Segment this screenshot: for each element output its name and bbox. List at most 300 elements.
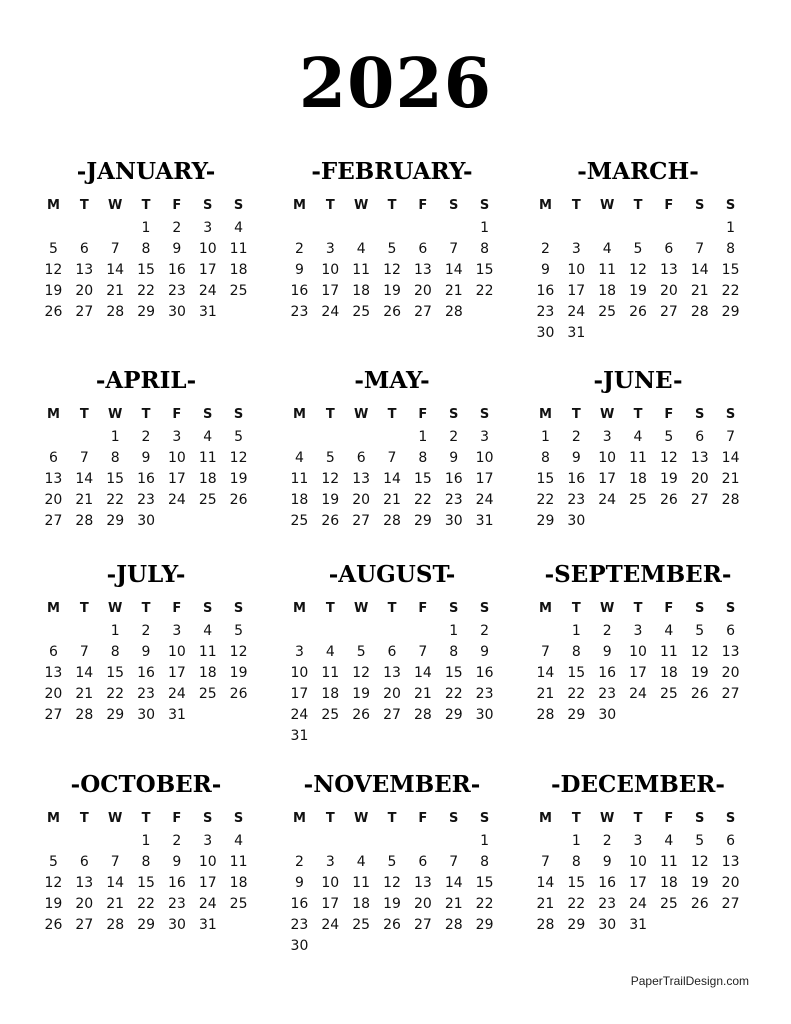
weekday-label: F bbox=[664, 198, 674, 213]
day-cell: 7 bbox=[695, 241, 705, 257]
weekday-label: T bbox=[387, 198, 397, 213]
day-cell: 11 bbox=[198, 450, 217, 466]
weekday-label: F bbox=[418, 601, 428, 616]
day-cell: 4 bbox=[294, 450, 304, 466]
weekday-label: T bbox=[79, 198, 89, 213]
week-row bbox=[530, 511, 746, 532]
day-cell: 21 bbox=[536, 686, 555, 702]
day-cell: 9 bbox=[294, 875, 304, 891]
week-row bbox=[284, 642, 500, 663]
weekday-label: F bbox=[418, 811, 428, 826]
day-cell: 27 bbox=[721, 686, 740, 702]
day-cell: 24 bbox=[167, 492, 186, 508]
day-cell: 17 bbox=[321, 283, 340, 299]
weekday-label: S bbox=[203, 601, 213, 616]
month-name: -MAY- bbox=[354, 367, 430, 394]
day-cell: 7 bbox=[540, 644, 550, 660]
day-cell: 13 bbox=[75, 262, 94, 278]
weekday-label: S bbox=[449, 198, 459, 213]
day-cell: 1 bbox=[480, 833, 490, 849]
weekday-label: M bbox=[292, 811, 306, 826]
day-cell: 21 bbox=[383, 492, 401, 508]
day-cell: 19 bbox=[229, 665, 248, 681]
week-row bbox=[284, 490, 500, 511]
day-cell: 28 bbox=[106, 304, 125, 320]
weekday-label: W bbox=[599, 811, 615, 826]
weekday-label: S bbox=[695, 811, 705, 826]
day-cell: 3 bbox=[571, 241, 581, 257]
weekday-label: M bbox=[292, 601, 306, 616]
day-cell: 19 bbox=[659, 471, 678, 487]
day-cell: 10 bbox=[290, 665, 309, 681]
day-cell: 30 bbox=[290, 938, 309, 954]
day-cell: 25 bbox=[198, 492, 217, 508]
week-row bbox=[38, 642, 254, 663]
day-cell: 11 bbox=[321, 665, 340, 681]
week-row bbox=[530, 684, 746, 705]
weekday-label: S bbox=[449, 601, 459, 616]
weekday-label: M bbox=[538, 811, 552, 826]
day-cell: 10 bbox=[321, 875, 340, 891]
day-cell: 3 bbox=[203, 220, 213, 236]
day-cell: 15 bbox=[137, 875, 155, 891]
day-cell: 18 bbox=[198, 471, 217, 487]
month-name: -AUGUST- bbox=[328, 561, 456, 588]
day-cell: 12 bbox=[690, 644, 709, 660]
day-cell: 29 bbox=[567, 917, 586, 933]
weekday-label: S bbox=[233, 198, 244, 213]
week-row bbox=[284, 621, 500, 642]
day-cell: 16 bbox=[567, 471, 586, 487]
day-cell: 2 bbox=[294, 854, 304, 870]
day-cell: 26 bbox=[629, 304, 647, 320]
day-cell: 24 bbox=[321, 304, 340, 320]
empty-cell bbox=[346, 427, 377, 448]
day-cell: 29 bbox=[413, 513, 432, 529]
week-row bbox=[530, 852, 746, 873]
day-cell: 21 bbox=[75, 492, 94, 508]
week-row bbox=[284, 873, 500, 894]
month-december bbox=[530, 771, 746, 936]
day-cell: 5 bbox=[664, 429, 674, 445]
weekday-label: F bbox=[664, 601, 674, 616]
weekday-label: W bbox=[353, 407, 369, 422]
weekday-label: M bbox=[538, 407, 552, 422]
day-cell: 10 bbox=[167, 450, 186, 466]
day-cell: 4 bbox=[633, 429, 643, 445]
day-cell: 4 bbox=[234, 833, 244, 849]
day-cell: 22 bbox=[137, 896, 155, 912]
day-cell: 18 bbox=[352, 896, 371, 912]
day-cell: 14 bbox=[536, 665, 555, 681]
day-cell: 26 bbox=[229, 492, 248, 508]
day-cell: 3 bbox=[203, 833, 213, 849]
weekday-label: T bbox=[633, 407, 643, 422]
day-cell: 2 bbox=[141, 429, 151, 445]
day-cell: 15 bbox=[475, 875, 494, 891]
day-cell: 27 bbox=[414, 304, 432, 320]
day-cell: 7 bbox=[110, 241, 120, 257]
day-cell: 18 bbox=[290, 492, 309, 508]
day-cell: 10 bbox=[629, 644, 647, 660]
day-cell: 19 bbox=[690, 665, 709, 681]
empty-cell bbox=[315, 831, 346, 852]
day-cell: 18 bbox=[629, 471, 647, 487]
day-cell: 25 bbox=[229, 283, 248, 299]
day-cell: 11 bbox=[229, 241, 248, 257]
week-row bbox=[284, 936, 500, 957]
day-cell: 12 bbox=[659, 450, 678, 466]
day-cell: 10 bbox=[598, 450, 617, 466]
day-cell: 22 bbox=[567, 896, 586, 912]
weekday-label: S bbox=[449, 407, 459, 422]
day-cell: 25 bbox=[321, 707, 340, 723]
day-cell: 12 bbox=[321, 471, 340, 487]
day-cell: 1 bbox=[571, 623, 581, 639]
day-cell: 4 bbox=[203, 623, 213, 639]
day-cell: 21 bbox=[721, 471, 740, 487]
day-cell: 17 bbox=[629, 875, 647, 891]
day-cell: 12 bbox=[383, 875, 401, 891]
day-cell: 18 bbox=[229, 262, 248, 278]
weekday-label: S bbox=[203, 198, 213, 213]
day-cell: 23 bbox=[598, 686, 617, 702]
day-cell: 26 bbox=[229, 686, 248, 702]
weekday-label: T bbox=[141, 198, 151, 213]
weekday-label: S bbox=[695, 198, 705, 213]
empty-cell bbox=[69, 621, 100, 642]
week-row bbox=[38, 621, 254, 642]
day-cell: 22 bbox=[536, 492, 555, 508]
month-name: -MARCH- bbox=[577, 158, 699, 185]
day-cell: 24 bbox=[475, 492, 494, 508]
weekday-label: S bbox=[479, 407, 490, 422]
day-cell: 14 bbox=[690, 262, 709, 278]
day-cell: 21 bbox=[690, 283, 709, 299]
day-cell: 6 bbox=[48, 450, 58, 466]
weekday-header bbox=[530, 403, 746, 427]
day-cell: 22 bbox=[475, 283, 494, 299]
day-cell: 6 bbox=[664, 241, 674, 257]
weekday-label: T bbox=[79, 601, 89, 616]
day-cell: 23 bbox=[137, 686, 155, 702]
day-cell: 4 bbox=[356, 241, 366, 257]
day-cell: 29 bbox=[536, 513, 555, 529]
day-cell: 16 bbox=[137, 665, 155, 681]
day-cell: 30 bbox=[444, 513, 463, 529]
week-row bbox=[284, 831, 500, 852]
day-cell: 27 bbox=[75, 304, 94, 320]
week-row bbox=[530, 705, 746, 726]
day-cell: 22 bbox=[721, 283, 740, 299]
day-cell: 29 bbox=[444, 707, 463, 723]
day-cell: 17 bbox=[629, 665, 647, 681]
empty-cell bbox=[315, 427, 346, 448]
week-row bbox=[530, 915, 746, 936]
weekday-label: T bbox=[571, 811, 581, 826]
day-cell: 4 bbox=[356, 854, 366, 870]
day-cell: 27 bbox=[659, 304, 678, 320]
day-cell: 8 bbox=[449, 644, 459, 660]
weekday-label: S bbox=[695, 601, 705, 616]
weekday-label: T bbox=[633, 198, 643, 213]
day-cell: 31 bbox=[567, 325, 586, 341]
day-cell: 2 bbox=[172, 833, 182, 849]
day-cell: 10 bbox=[198, 241, 217, 257]
day-cell: 21 bbox=[106, 283, 125, 299]
day-cell: 29 bbox=[137, 917, 156, 933]
day-cell: 7 bbox=[540, 854, 550, 870]
month-name: -OCTOBER- bbox=[70, 771, 222, 798]
day-cell: 25 bbox=[629, 492, 647, 508]
weekday-label: S bbox=[725, 601, 736, 616]
day-cell: 9 bbox=[602, 854, 612, 870]
day-cell: 26 bbox=[690, 686, 709, 702]
weekday-label: F bbox=[418, 198, 428, 213]
day-cell: 23 bbox=[290, 917, 309, 933]
weekday-label: T bbox=[387, 811, 397, 826]
week-row bbox=[284, 894, 500, 915]
weekday-label: S bbox=[725, 407, 736, 422]
day-cell: 30 bbox=[598, 707, 617, 723]
day-cell: 24 bbox=[629, 896, 647, 912]
weekday-header bbox=[284, 807, 500, 831]
week-row bbox=[530, 469, 746, 490]
day-cell: 16 bbox=[475, 665, 494, 681]
week-row bbox=[284, 915, 500, 936]
day-cell: 24 bbox=[198, 896, 217, 912]
day-cell: 17 bbox=[321, 896, 340, 912]
day-cell: 9 bbox=[540, 262, 550, 278]
month-november bbox=[284, 771, 500, 957]
day-cell: 5 bbox=[633, 241, 643, 257]
day-cell: 16 bbox=[598, 665, 617, 681]
weekday-label: F bbox=[172, 198, 182, 213]
weekday-label: F bbox=[172, 407, 182, 422]
week-row bbox=[284, 239, 500, 260]
day-cell: 20 bbox=[44, 686, 63, 702]
empty-cell bbox=[315, 218, 346, 239]
day-cell: 19 bbox=[383, 283, 401, 299]
day-cell: 18 bbox=[659, 875, 678, 891]
empty-cell bbox=[284, 621, 315, 642]
day-cell: 26 bbox=[383, 917, 401, 933]
day-cell: 18 bbox=[352, 283, 371, 299]
weekday-label: F bbox=[172, 601, 182, 616]
day-cell: 20 bbox=[352, 492, 371, 508]
weekday-label: M bbox=[46, 811, 60, 826]
month-name: -FEBRUARY- bbox=[311, 158, 473, 185]
weekday-label: W bbox=[107, 198, 123, 213]
day-cell: 6 bbox=[726, 623, 736, 639]
day-cell: 20 bbox=[75, 283, 94, 299]
day-cell: 28 bbox=[536, 707, 555, 723]
day-cell: 19 bbox=[44, 283, 63, 299]
day-cell: 30 bbox=[475, 707, 494, 723]
week-row bbox=[284, 469, 500, 490]
week-row bbox=[530, 260, 746, 281]
empty-cell bbox=[69, 831, 100, 852]
day-cell: 1 bbox=[110, 623, 120, 639]
month-name: -APRIL- bbox=[95, 367, 197, 394]
day-cell: 30 bbox=[536, 325, 555, 341]
day-cell: 10 bbox=[475, 450, 494, 466]
day-cell: 30 bbox=[168, 917, 186, 933]
day-cell: 23 bbox=[536, 304, 555, 320]
day-cell: 3 bbox=[480, 429, 490, 445]
day-cell: 17 bbox=[198, 875, 217, 891]
day-cell: 3 bbox=[633, 623, 643, 639]
weekday-label: T bbox=[387, 407, 397, 422]
day-cell: 14 bbox=[75, 665, 94, 681]
day-cell: 23 bbox=[598, 896, 617, 912]
day-cell: 21 bbox=[413, 686, 432, 702]
weekday-label: S bbox=[233, 601, 244, 616]
day-cell: 2 bbox=[602, 833, 612, 849]
day-cell: 28 bbox=[536, 917, 555, 933]
day-cell: 13 bbox=[75, 875, 94, 891]
weekday-label: S bbox=[479, 198, 490, 213]
day-cell: 8 bbox=[418, 450, 428, 466]
day-cell: 6 bbox=[48, 644, 58, 660]
day-cell: 10 bbox=[198, 854, 217, 870]
empty-cell bbox=[407, 621, 438, 642]
day-cell: 21 bbox=[444, 283, 463, 299]
day-cell: 2 bbox=[294, 241, 304, 257]
day-cell: 18 bbox=[321, 686, 340, 702]
day-cell: 26 bbox=[352, 707, 371, 723]
footer-credit: PaperTrailDesign.com bbox=[630, 974, 749, 988]
month-february bbox=[284, 158, 500, 323]
day-cell: 27 bbox=[44, 513, 63, 529]
day-cell: 13 bbox=[690, 450, 709, 466]
day-cell: 26 bbox=[690, 896, 709, 912]
day-cell: 23 bbox=[444, 492, 463, 508]
day-cell: 20 bbox=[413, 896, 432, 912]
day-cell: 6 bbox=[79, 241, 89, 257]
day-cell: 7 bbox=[449, 854, 459, 870]
day-cell: 5 bbox=[695, 833, 705, 849]
day-cell: 24 bbox=[198, 283, 217, 299]
day-cell: 20 bbox=[721, 875, 740, 891]
day-cell: 31 bbox=[198, 917, 217, 933]
day-cell: 4 bbox=[664, 623, 674, 639]
day-cell: 13 bbox=[383, 665, 401, 681]
day-cell: 2 bbox=[141, 623, 151, 639]
day-cell: 26 bbox=[659, 492, 678, 508]
day-cell: 22 bbox=[137, 283, 155, 299]
week-row bbox=[530, 873, 746, 894]
day-cell: 1 bbox=[141, 220, 151, 236]
day-cell: 8 bbox=[571, 854, 581, 870]
day-cell: 10 bbox=[567, 262, 586, 278]
weekday-label: S bbox=[203, 811, 213, 826]
day-cell: 17 bbox=[167, 471, 186, 487]
day-cell: 26 bbox=[383, 304, 402, 320]
day-cell: 16 bbox=[536, 283, 555, 299]
week-row bbox=[284, 260, 500, 281]
day-cell: 12 bbox=[629, 262, 647, 278]
day-cell: 6 bbox=[418, 241, 428, 257]
month-october bbox=[38, 771, 254, 936]
month-april bbox=[38, 367, 254, 532]
day-cell: 22 bbox=[106, 492, 125, 508]
day-cell: 15 bbox=[567, 665, 586, 681]
weekday-label: F bbox=[172, 811, 182, 826]
day-cell: 23 bbox=[137, 492, 155, 508]
week-row bbox=[38, 873, 254, 894]
day-cell: 22 bbox=[475, 896, 494, 912]
day-cell: 1 bbox=[449, 623, 459, 639]
month-august bbox=[284, 561, 500, 747]
day-cell: 21 bbox=[106, 896, 125, 912]
empty-cell bbox=[100, 831, 131, 852]
empty-cell bbox=[438, 218, 469, 239]
empty-cell bbox=[377, 218, 408, 239]
week-row bbox=[38, 490, 254, 511]
day-cell: 15 bbox=[536, 471, 555, 487]
weekday-label: W bbox=[599, 198, 615, 213]
week-row bbox=[284, 726, 500, 747]
day-cell: 8 bbox=[480, 854, 490, 870]
week-row bbox=[530, 490, 746, 511]
day-cell: 10 bbox=[167, 644, 186, 660]
weekday-label: T bbox=[325, 198, 335, 213]
day-cell: 5 bbox=[387, 241, 397, 257]
day-cell: 25 bbox=[598, 304, 617, 320]
day-cell: 15 bbox=[567, 875, 586, 891]
empty-cell bbox=[377, 427, 408, 448]
day-cell: 9 bbox=[172, 854, 182, 870]
day-cell: 29 bbox=[106, 513, 125, 529]
weekday-label: T bbox=[325, 811, 335, 826]
week-row bbox=[530, 642, 746, 663]
day-cell: 4 bbox=[664, 833, 674, 849]
week-row bbox=[38, 302, 254, 323]
day-cell: 8 bbox=[141, 241, 151, 257]
week-row bbox=[38, 218, 254, 239]
day-cell: 3 bbox=[172, 623, 182, 639]
day-cell: 21 bbox=[75, 686, 94, 702]
week-row bbox=[38, 894, 254, 915]
day-cell: 23 bbox=[475, 686, 494, 702]
day-cell: 31 bbox=[198, 304, 217, 320]
day-cell: 12 bbox=[44, 875, 63, 891]
weekday-label: W bbox=[353, 601, 369, 616]
week-row bbox=[530, 427, 746, 448]
day-cell: 20 bbox=[75, 896, 94, 912]
week-row bbox=[38, 663, 254, 684]
day-cell: 22 bbox=[444, 686, 463, 702]
day-cell: 6 bbox=[356, 450, 366, 466]
day-cell: 2 bbox=[540, 241, 550, 257]
day-cell: 23 bbox=[290, 304, 309, 320]
weekday-label: T bbox=[571, 198, 581, 213]
day-cell: 6 bbox=[387, 644, 397, 660]
week-row bbox=[284, 302, 500, 323]
day-cell: 11 bbox=[290, 471, 309, 487]
week-row bbox=[38, 831, 254, 852]
week-row bbox=[284, 705, 500, 726]
week-row bbox=[284, 511, 500, 532]
day-cell: 7 bbox=[449, 241, 459, 257]
day-cell: 25 bbox=[352, 304, 371, 320]
empty-cell bbox=[69, 427, 100, 448]
week-row bbox=[530, 302, 746, 323]
day-cell: 4 bbox=[602, 241, 612, 257]
day-cell: 24 bbox=[598, 492, 617, 508]
day-cell: 24 bbox=[321, 917, 340, 933]
